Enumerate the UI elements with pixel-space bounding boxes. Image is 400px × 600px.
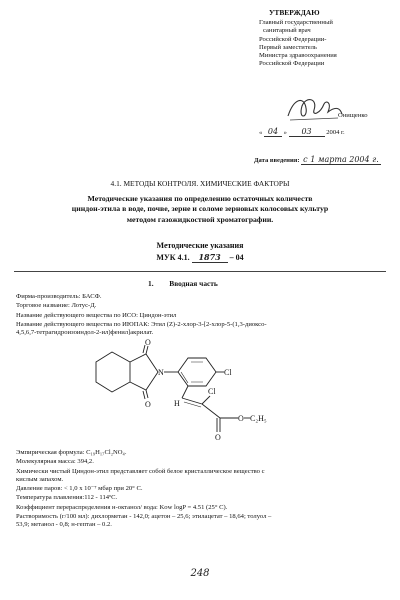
date-day: 04 [264, 128, 282, 137]
intro-heading [148, 279, 218, 288]
approval-line: Российской Федерации- [259, 35, 327, 43]
trade-name: Торговое название: Лотус-Д. [16, 302, 97, 310]
structure-bonds [96, 345, 238, 432]
section-heading: 4.1. МЕТОДЫ КОНТРОЛЯ. ХИМИЧЕСКИЕ ФАКТОРЫ [110, 179, 290, 188]
approval-line: Главный государственный [259, 19, 333, 26]
solubility-line1: Растворимость (г/100 мл): дихлорметан - 142,0; ацетон – 25,6; этилацетат – 18,64; толуол – [16, 513, 272, 521]
signatory-name: Онищенко [338, 112, 368, 119]
signature [284, 94, 344, 124]
date-month: 03 [289, 128, 325, 137]
divider [14, 271, 386, 272]
properties-block [16, 449, 388, 530]
manufacturer: Фирма-производитель: БАСФ. [16, 293, 102, 300]
muk-suffix: – 04 [229, 253, 244, 262]
partition-coefficient: Коэффициент перераспределения н-октанол/ вода: Kow logP = 4.51 (25° С). [16, 503, 228, 511]
atom-o-top: O [145, 338, 151, 347]
approval-title: УТВЕРЖДАЮ [269, 8, 320, 17]
approval-date [259, 128, 399, 137]
group-ethyl: C₂H₅ [250, 414, 267, 423]
approval-line: Первый заместитель [259, 43, 317, 51]
structural-formula [90, 338, 320, 442]
iupac-name-line2: 4,5,6,7-тетрагидроизоиндол-2-ил)фенил]акрилат. [16, 329, 154, 337]
atom-o-bottom: O [145, 400, 151, 409]
atom-o-carbonyl: O [215, 433, 221, 442]
muk-prefix: МУК 4.1. [156, 253, 190, 262]
solubility-line2: 53,9; метанол - 0,8; н-гептан – 0.2. [16, 521, 112, 529]
page-number: 248 [190, 568, 210, 579]
iupac-name-line1: Название действующего вещества по ИЮПАК: Этил (Z)-2-хлор-3-[2-хлор-5-(1,3-диоксо- [16, 320, 267, 328]
document-title [18, 194, 382, 225]
intro-title: Вводная часть [169, 279, 218, 288]
muk-handwritten: 1873 [192, 252, 228, 263]
doc-subtitle: Методические указания [156, 241, 244, 250]
date-quote-close: » [283, 129, 287, 136]
title-line: циндон-этила в воде, почве, зерне и соломе зерновых колосовых культур [71, 204, 329, 214]
appearance-line2: кислым запахом. [16, 475, 64, 483]
date-quote-open: « [259, 129, 263, 136]
intro-number: 1. [148, 279, 154, 288]
vapor-pressure: Давление паров: < 1,0 x 10⁻⁷ мбар при 20° С. [16, 485, 143, 493]
intro-date-label: Дата введения: [254, 157, 300, 164]
iso-name: Название действующего вещества по ИСО: Циндон-этил [16, 311, 177, 319]
appearance-line1: Химически чистый Циндон-этил представляет собой белое кристаллическое вещество с [16, 467, 265, 475]
approval-block [259, 19, 399, 69]
intro-date [254, 156, 381, 165]
atom-h: H [174, 399, 180, 408]
approval-line: Российской Федерации [259, 60, 325, 68]
approval-line: санитарный врач [263, 27, 311, 35]
title-line: методом газожидкостной хроматографии. [126, 214, 274, 224]
formula-value: C₁₉H₁₇Cl₂NO₄. [86, 449, 127, 456]
date-year: 2004 г. [326, 129, 345, 136]
formula-label: Эмпирическая формула: [16, 449, 87, 456]
atom-o-ester: O [238, 414, 244, 423]
atom-n: N [158, 368, 164, 377]
formula [16, 449, 388, 457]
approval-line: Министра здравоохранения [259, 52, 337, 60]
muk-number [0, 252, 400, 263]
melting-point: Температура плавления:112 - 114ºС. [16, 494, 118, 502]
intro-date-value: с 1 марта 2004 г. [303, 155, 379, 164]
molecular-mass: Молекулярная масса: 394,2. [16, 458, 94, 466]
atom-cl-ring: Cl [224, 368, 232, 377]
title-line: Методические указания по определению остаточных количеств [87, 194, 313, 203]
atom-cl-chain: Cl [208, 387, 216, 396]
fields-block [16, 293, 386, 337]
